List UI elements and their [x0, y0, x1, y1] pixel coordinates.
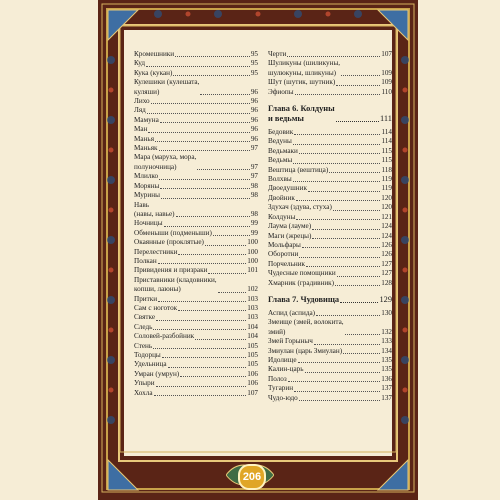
- dot-leader: [154, 395, 247, 396]
- toc-entry: [134, 50, 258, 59]
- toc-entry-title: Ночницы: [134, 219, 163, 228]
- toc-entry-title: Притки: [134, 294, 158, 303]
- toc-page-number: 114: [381, 128, 392, 137]
- toc-page-number: 128: [381, 278, 392, 287]
- toc-entry: [268, 184, 392, 193]
- dot-leader: [296, 200, 380, 201]
- toc-page-number: 103: [247, 313, 258, 322]
- dot-leader: [158, 263, 247, 264]
- toc-page-number: 105: [247, 351, 258, 359]
- toc-entry-title: Манья: [134, 134, 155, 143]
- table-of-contents: [128, 50, 394, 430]
- toc-entry-title: Чудесные помощники: [268, 269, 336, 278]
- toc-page-number: 111: [380, 114, 392, 124]
- toc-right-column: [268, 50, 392, 403]
- toc-entry-title: Полоз: [268, 374, 287, 383]
- toc-entry-title: Святке: [134, 313, 156, 322]
- dot-leader: [295, 94, 381, 95]
- dot-leader: [178, 310, 246, 311]
- toc-page-number: 100: [247, 247, 258, 256]
- toc-entry-title: Здухач (здува, стуха): [268, 203, 332, 212]
- page-number: 206: [238, 464, 266, 490]
- toc-entry: [268, 147, 392, 156]
- toc-page-number: 105: [247, 360, 258, 369]
- toc-entry: [134, 351, 258, 360]
- toc-page-number: 120: [381, 193, 392, 202]
- toc-page-number: 103: [247, 303, 258, 312]
- dot-leader: [155, 141, 250, 142]
- toc-entry: [134, 125, 258, 134]
- toc-page-number: 137: [381, 384, 392, 393]
- dot-leader: [156, 386, 247, 387]
- toc-page-number: 136: [381, 374, 392, 383]
- toc-entry-title: Хмарник (градивник): [268, 278, 335, 287]
- dot-leader: [337, 276, 381, 277]
- dot-leader: [158, 301, 246, 302]
- chapter-title: Глава 6. Колдуны и ведьмы: [268, 104, 335, 124]
- toc-entry-title: Ведьмаки: [268, 146, 298, 155]
- toc-entry-title: Мара (маруха, мора, полуночница): [134, 153, 197, 171]
- toc-page-number: 127: [381, 269, 392, 278]
- dot-leader: [173, 75, 249, 76]
- toc-entry-title: Маги (жрецы): [268, 231, 312, 240]
- dot-leader: [316, 315, 380, 316]
- toc-page-number: 121: [381, 212, 392, 221]
- dot-leader: [156, 320, 246, 321]
- toc-entry: [268, 166, 392, 175]
- toc-page-number: 114: [381, 137, 392, 146]
- toc-entry: [134, 191, 258, 200]
- toc-page-number: 98: [250, 181, 258, 190]
- dot-leader: [306, 266, 380, 267]
- toc-page-number: 97: [250, 172, 258, 181]
- toc-page-number: 107: [381, 50, 392, 58]
- toc-page-number: 101: [247, 266, 258, 275]
- toc-page-number: 109: [381, 78, 392, 87]
- toc-page-number: 95: [250, 50, 258, 58]
- toc-page-number: 115: [381, 156, 392, 165]
- toc-entry: [134, 116, 258, 125]
- toc-entry: [268, 88, 392, 97]
- toc-entry: [134, 304, 258, 313]
- toc-page-number: 95: [250, 68, 258, 77]
- toc-entry: [268, 250, 392, 259]
- toc-entry-title: Хохла: [134, 388, 153, 397]
- dot-leader: [200, 94, 249, 95]
- toc-entry: [134, 389, 258, 398]
- toc-page-number: 100: [247, 238, 258, 247]
- dot-leader: [195, 339, 246, 340]
- toc-entry: [268, 394, 392, 403]
- toc-entry: [268, 78, 392, 87]
- dot-leader: [299, 257, 380, 258]
- toc-entry: [134, 238, 258, 247]
- chapter-heading: [268, 295, 392, 305]
- toc-page-number: 118: [381, 165, 392, 174]
- toc-entry-title: Двоедушник: [268, 184, 307, 193]
- toc-page-number: 97: [250, 144, 258, 153]
- toc-entry-title: Следь: [134, 322, 153, 331]
- toc-page-number: 102: [247, 285, 258, 294]
- toc-entry-title: Тугарин: [268, 384, 294, 393]
- toc-entry-title: Мурины: [134, 191, 160, 200]
- toc-entry-title: Кромешники: [134, 50, 175, 58]
- dot-leader: [218, 292, 247, 293]
- dot-leader: [299, 153, 381, 154]
- toc-page-number: 129: [379, 294, 392, 304]
- toc-entry: [134, 201, 258, 220]
- toc-entry: [268, 194, 392, 203]
- toc-entry-title: Соловей-разбойник: [134, 332, 195, 341]
- toc-entry-title: Мамуна: [134, 115, 159, 124]
- dot-leader: [146, 66, 250, 67]
- toc-page-number: 104: [247, 322, 258, 331]
- toc-entry-title: Чудо-юдо: [268, 393, 298, 402]
- toc-entry-title: Эфиопы: [268, 87, 294, 96]
- toc-entry-title: Удельница: [134, 360, 167, 369]
- dot-leader: [293, 144, 381, 145]
- dot-leader: [308, 191, 380, 192]
- toc-page-number: 126: [381, 240, 392, 249]
- toc-page-number: 96: [250, 97, 258, 106]
- dot-leader: [333, 210, 380, 211]
- toc-entry: [268, 309, 392, 318]
- toc-entry-title: Шуликуны (шиликуны, шулюкуны, шликуны): [268, 59, 341, 77]
- toc-entry: [134, 219, 258, 228]
- toc-page-number: 96: [250, 125, 258, 134]
- toc-entry-title: Окаянные (проклятые): [134, 238, 204, 247]
- toc-page-number: 135: [381, 365, 392, 374]
- toc-entry-title: Ман: [134, 125, 148, 134]
- toc-entry-title: Черти: [268, 50, 287, 58]
- toc-page-number: 106: [247, 369, 258, 378]
- toc-entry: [268, 337, 392, 346]
- dot-leader: [296, 219, 380, 220]
- toc-entry-title: Двойник: [268, 193, 295, 202]
- toc-entry-title: Навь (навы, навье): [134, 200, 175, 218]
- dot-leader: [336, 85, 380, 86]
- toc-page-number: 119: [381, 184, 392, 193]
- toc-entry-title: Бедовик: [268, 128, 294, 137]
- toc-entry-title: Лаума (лауме): [268, 222, 312, 231]
- toc-entry-title: Змиулан (царь Змиулан): [268, 346, 343, 355]
- toc-entry: [268, 279, 392, 288]
- chapter-title: Глава 7. Чудовища: [268, 294, 340, 304]
- toc-page-number: 100: [247, 256, 258, 265]
- toc-entry: [134, 97, 258, 106]
- dot-leader: [341, 75, 380, 76]
- toc-page-number: 135: [381, 355, 392, 364]
- toc-page-number: 107: [247, 388, 258, 397]
- dot-leader: [147, 113, 250, 114]
- dot-leader: [299, 400, 381, 401]
- dot-leader: [294, 391, 380, 392]
- toc-entry-title: Лихо: [134, 97, 150, 106]
- toc-entry: [268, 356, 392, 365]
- toc-page-number: 120: [381, 203, 392, 212]
- toc-page-number: 132: [381, 327, 392, 336]
- dot-leader: [160, 122, 250, 123]
- dot-leader: [312, 229, 380, 230]
- dot-leader: [312, 238, 380, 239]
- dot-leader: [213, 235, 250, 236]
- toc-page-number: 130: [381, 308, 392, 317]
- toc-entry-title: Кука (кукан): [134, 68, 173, 77]
- toc-entry: [134, 172, 258, 181]
- dot-leader: [151, 103, 250, 104]
- toc-entry: [268, 175, 392, 184]
- toc-entry-title: Ляд: [134, 106, 146, 115]
- dot-leader: [180, 376, 246, 377]
- dot-leader: [298, 362, 381, 363]
- chapter-heading: [268, 104, 392, 124]
- toc-entry-title: Кулешики (кулешата, куляши): [134, 78, 200, 96]
- toc-entry: [268, 384, 392, 393]
- toc-entry: [134, 332, 258, 341]
- toc-entry-title: Сам с ноготок: [134, 303, 178, 312]
- toc-entry: [134, 153, 258, 172]
- dot-leader: [168, 367, 247, 368]
- toc-page-number: 97: [250, 162, 258, 171]
- toc-entry: [134, 266, 258, 275]
- toc-entry-title: Колдуны: [268, 212, 296, 221]
- toc-entry-title: Ведуны: [268, 137, 292, 146]
- toc-entry: [268, 59, 392, 78]
- dot-leader: [287, 56, 380, 57]
- toc-page-number: 96: [250, 134, 258, 143]
- toc-entry: [134, 342, 258, 351]
- toc-page-number: 134: [381, 346, 392, 355]
- toc-entry: [134, 313, 258, 322]
- toc-left-column: [134, 50, 258, 398]
- toc-entry-title: Шут (шутик, шутник): [268, 78, 336, 87]
- dot-leader: [159, 150, 250, 151]
- toc-page-number: 126: [381, 250, 392, 259]
- toc-page-number: 99: [250, 228, 258, 237]
- dot-leader: [336, 121, 379, 122]
- toc-entry: [268, 213, 392, 222]
- toc-entry: [268, 260, 392, 269]
- dot-leader: [205, 245, 246, 246]
- toc-page-number: 106: [247, 379, 258, 388]
- toc-entry-title: Моряны: [134, 181, 160, 190]
- toc-page-number: 95: [250, 59, 258, 68]
- toc-entry: [134, 360, 258, 369]
- toc-entry-title: Ведьмы: [268, 156, 293, 165]
- dot-leader: [314, 344, 380, 345]
- toc-entry: [134, 276, 258, 295]
- toc-page-number: 119: [381, 175, 392, 184]
- toc-entry: [134, 106, 258, 115]
- dot-leader: [175, 56, 250, 57]
- toc-entry: [268, 318, 392, 337]
- toc-entry: [134, 379, 258, 388]
- toc-entry: [134, 182, 258, 191]
- toc-entry-title: Упыри: [134, 379, 155, 388]
- toc-page-number: 104: [247, 332, 258, 341]
- toc-entry: [134, 59, 258, 68]
- dot-leader: [176, 216, 250, 217]
- dot-leader: [293, 163, 380, 164]
- dot-leader: [153, 348, 246, 349]
- toc-page-number: 124: [381, 222, 392, 231]
- toc-entry: [134, 323, 258, 332]
- toc-entry: [134, 78, 258, 97]
- dot-leader: [335, 285, 380, 286]
- toc-entry-title: Мольфары: [268, 240, 301, 249]
- toc-entry: [268, 347, 392, 356]
- dot-leader: [208, 273, 246, 274]
- toc-entry: [134, 229, 258, 238]
- toc-entry: [134, 295, 258, 304]
- toc-entry-title: Перелестники: [134, 247, 178, 256]
- toc-entry-title: Волхвы: [268, 175, 292, 184]
- toc-entry-title: Вештица (вештица): [268, 165, 329, 174]
- toc-entry: [268, 365, 392, 374]
- dot-leader: [294, 134, 380, 135]
- toc-entry: [268, 269, 392, 278]
- toc-page-number: 127: [381, 259, 392, 268]
- dot-leader: [161, 198, 250, 199]
- dot-leader: [345, 334, 381, 335]
- toc-entry-title: Приставники (кладовники, копши, лаюны): [134, 275, 217, 294]
- toc-entry-title: Порчельник: [268, 259, 306, 268]
- toc-entry: [268, 241, 392, 250]
- dot-leader: [153, 329, 246, 330]
- dot-leader: [288, 381, 381, 382]
- dot-leader: [160, 188, 249, 189]
- toc-entry-title: Оборотни: [268, 250, 299, 259]
- dot-leader: [197, 169, 249, 170]
- toc-entry: [134, 257, 258, 266]
- toc-entry: [268, 232, 392, 241]
- toc-entry-title: Змей Горыныч: [268, 337, 313, 346]
- toc-page-number: 98: [250, 191, 258, 200]
- toc-entry-title: Маньяк: [134, 144, 158, 153]
- dot-leader: [293, 181, 381, 182]
- toc-entry-title: Змеище (змей, волокита, змий): [268, 318, 344, 336]
- toc-page-number: 96: [250, 87, 258, 96]
- toc-page-number: 96: [250, 106, 258, 115]
- toc-entry: [268, 375, 392, 384]
- dot-leader: [302, 247, 380, 248]
- toc-page-number: 133: [381, 337, 392, 346]
- toc-page-number: 124: [381, 231, 392, 240]
- dot-leader: [162, 357, 246, 358]
- toc-entry: [134, 135, 258, 144]
- toc-entry-title: Калин-царь: [268, 365, 304, 374]
- toc-page-number: 115: [381, 146, 392, 155]
- toc-entry: [268, 128, 392, 137]
- toc-entry-title: Тодорцы: [134, 351, 161, 359]
- toc-page-number: 109: [381, 68, 392, 77]
- toc-page-number: 137: [381, 393, 392, 402]
- toc-entry: [268, 203, 392, 212]
- toc-entry: [268, 50, 392, 59]
- dot-leader: [343, 353, 380, 354]
- toc-page-number: 110: [381, 87, 392, 96]
- toc-page-number: 96: [250, 115, 258, 124]
- toc-entry-title: Идолище: [268, 355, 297, 364]
- dot-leader: [178, 254, 246, 255]
- toc-entry-title: Обменыши (подменыши): [134, 228, 212, 237]
- toc-entry: [268, 156, 392, 165]
- toc-entry: [268, 137, 392, 146]
- toc-entry: [134, 69, 258, 78]
- dot-leader: [305, 372, 381, 373]
- dot-leader: [164, 226, 250, 227]
- dot-leader: [340, 302, 378, 303]
- toc-entry: [134, 248, 258, 257]
- toc-entry-title: Привидения и призраки: [134, 266, 208, 275]
- toc-page-number: 103: [247, 294, 258, 303]
- toc-page-number: 105: [247, 341, 258, 350]
- toc-page-number: 98: [250, 209, 258, 218]
- toc-entry-title: Млилко: [134, 172, 159, 181]
- toc-entry-title: Полкан: [134, 256, 157, 265]
- toc-entry: [268, 222, 392, 231]
- dot-leader: [148, 132, 249, 133]
- toc-entry: [134, 370, 258, 379]
- toc-entry-title: Стень: [134, 341, 153, 350]
- toc-page-number: 99: [250, 219, 258, 228]
- toc-entry-title: Аспид (аспида): [268, 308, 316, 317]
- dot-leader: [159, 179, 250, 180]
- toc-entry-title: Куд: [134, 59, 146, 68]
- dot-leader: [329, 172, 380, 173]
- toc-entry-title: Умран (умрун): [134, 369, 180, 378]
- toc-entry: [134, 144, 258, 153]
